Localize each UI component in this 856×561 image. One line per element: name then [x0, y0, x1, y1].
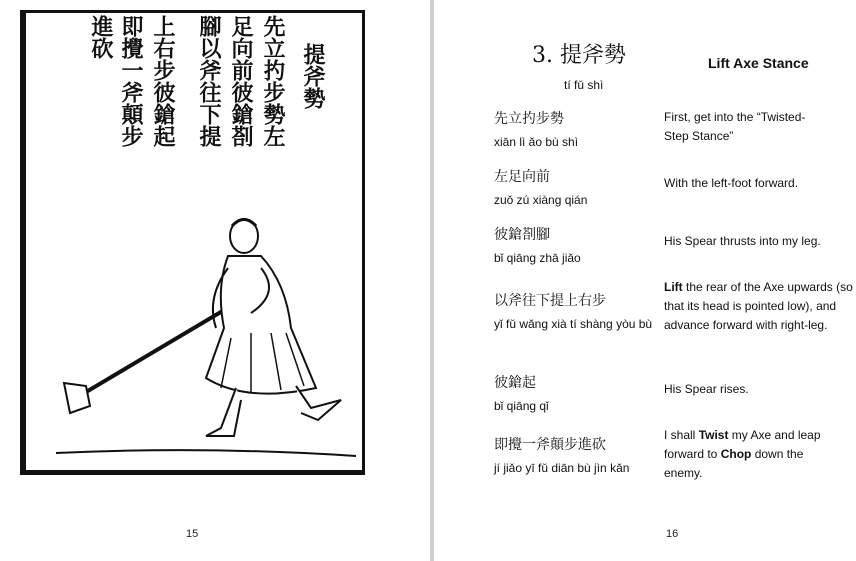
- verse-translation: First, get into the “Twisted-Step Stance”: [664, 110, 806, 143]
- verse-translation: [664, 278, 854, 335]
- translation-text: the rear of the Axe upwards (so that its head is pointed low), and advance forward with right-leg.: [664, 280, 853, 332]
- woodblock-text-column: 即攪一斧顛步: [118, 15, 144, 147]
- verse-translation: His Spear thrusts into my leg.: [664, 234, 821, 248]
- verse-pinyin: xiān lì ǎo bù shì: [494, 135, 579, 149]
- verse-pinyin: jí jiǎo yī fǔ diān bù jìn kǎn: [494, 461, 630, 475]
- emphasis-lift: Lift: [664, 280, 683, 294]
- chapter-title-english: Lift Axe Stance: [708, 55, 809, 71]
- verse-chinese: 彼鎗起: [494, 375, 536, 391]
- woodblock-text-column: 腳以斧往下提: [196, 15, 222, 147]
- axe-warrior-figure: [56, 208, 356, 468]
- verse-translation: [664, 426, 844, 483]
- verse-pinyin: bǐ qiāng zhā jiǎo: [494, 251, 581, 265]
- chapter-title-chinese: 3. 提斧勢: [532, 43, 626, 68]
- verse-chinese: 先立扚步勢: [494, 111, 564, 127]
- woodblock-text-column: 先立扚步勢左: [260, 15, 286, 147]
- translation-text: my Axe and leap forward to: [664, 428, 821, 461]
- verse-pinyin: zuǒ zú xiàng qián: [494, 193, 588, 207]
- translation-text: down the enemy.: [664, 447, 804, 480]
- emphasis-twist: Twist: [698, 428, 729, 442]
- verse-chinese: 即攪一斧顛步進砍: [494, 437, 606, 453]
- verse-translation: With the left-foot forward.: [664, 176, 799, 190]
- woodblock-text-column: 上右步彼鎗起: [150, 15, 176, 147]
- verse-pinyin: bǐ qiāng qǐ: [494, 399, 549, 413]
- right-page: [434, 0, 856, 561]
- emphasis-chop: Chop: [720, 447, 752, 461]
- translation-text: I shall: [664, 428, 699, 442]
- page-number: 16: [666, 528, 679, 540]
- chapter-title-pinyin: tí fǔ shì: [564, 78, 604, 92]
- page-number: 15: [186, 528, 199, 540]
- woodblock-text-column: 提斧勢: [300, 43, 326, 109]
- woodblock-text-column: 進砍: [88, 15, 114, 59]
- verse-chinese: 以斧往下提上右步: [494, 293, 606, 309]
- verse-pinyin: yǐ fǔ wǎng xià tí shàng yòu bù: [494, 317, 653, 331]
- verse-translation: His Spear rises.: [664, 382, 749, 396]
- woodblock-illustration: [20, 10, 365, 475]
- verse-chinese: 左足向前: [494, 169, 550, 185]
- verse-chinese: 彼鎗剳腳: [494, 227, 550, 243]
- woodblock-text-column: 足向前彼鎗剳: [228, 15, 254, 147]
